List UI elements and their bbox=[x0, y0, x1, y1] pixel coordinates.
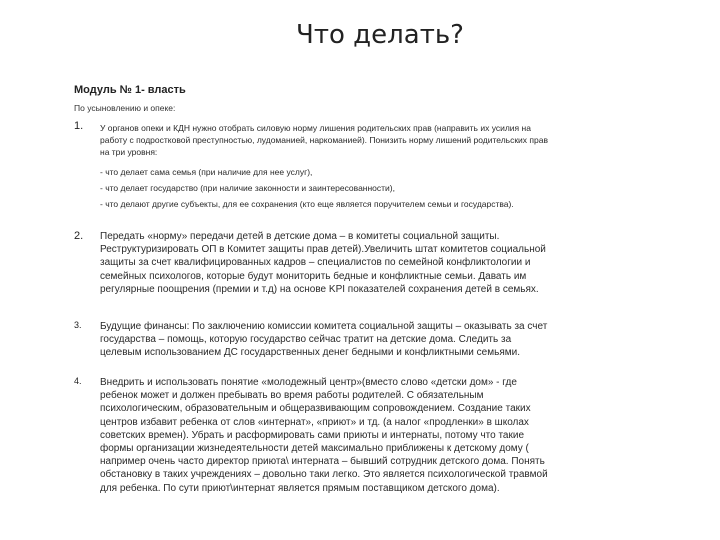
item-number: 4. bbox=[74, 376, 82, 386]
module-title: Модуль № 1- власть bbox=[74, 84, 186, 96]
item-text: У органов опеки и КДН нужно отобрать силовую норму лишения родительских прав (направить их усилия на работу с подростковой преступностью, лудоманией, наркоманией). Понизить норму лишений родительских прав на три уровня: bbox=[100, 123, 548, 157]
item-text: Будущие финансы: По заключению комиссии комитета социальной защиты – оказывать за счет государства – помощь, которую государство сейчас тратит на детские дома. Следить за целевым использованием ДС государственных денег бедными и конфликтными семьями. bbox=[100, 321, 548, 359]
section-subtitle: По усыновлению и опеке: bbox=[74, 103, 176, 113]
bullet-1: - что делает сама семья (при наличие для нее услуг), bbox=[100, 167, 313, 177]
item-number: 2. bbox=[74, 230, 84, 242]
slide-title: Что делать? bbox=[296, 20, 464, 50]
item-text: Внедрить и использовать понятие «молодежный центр»(вместо слово «детски дом» - где ребенок может и должен пребывать во время работы родителей. С обязательным психологическим, образовательным и общеразвивающим сопровождением. Создание таких центров избавит ребенка от слов «интернат», «приют» и тд. (а налог «продленки» в школах советских времен). Убрать и расформировать сами приюты и интернаты, потому что такие формы организации жизнедеятельности детей максимально приближены к детскому дому ( например очень часто директор приюта\ интерната – бывший сотрудник детского дома. Понять обстановку в таких учреждениях – довольно таки легко. Это является психологической травмой для ребенка. По сути приют\интернат является прямым поставщиком детского дома). bbox=[100, 377, 548, 494]
bullet-3: - что делают другие субъекты, для ее сохранения (кто еще является поручителем семьи и государства). bbox=[100, 199, 514, 209]
item-number: 1. bbox=[74, 120, 84, 132]
item-number: 3. bbox=[74, 320, 82, 330]
item-text: Передать «норму» передачи детей в детские дома – в комитеты социальной защиты. Реструктуризировать ОП в Комитет защиты прав детей).Увеличить штат комитетов социальной защиты за счет квалифицированных кадров – специалистов по семейной конфликтологии и семейных психологов, которые будут мониторить бедные и конфликтные семьи. Давать им регулярные поощрения (премии и т.д) на основе KPI показателей сохранения детей в семьях. bbox=[100, 231, 546, 295]
bullet-2: - что делает государство (при наличие законности и заинтересованности), bbox=[100, 183, 395, 193]
